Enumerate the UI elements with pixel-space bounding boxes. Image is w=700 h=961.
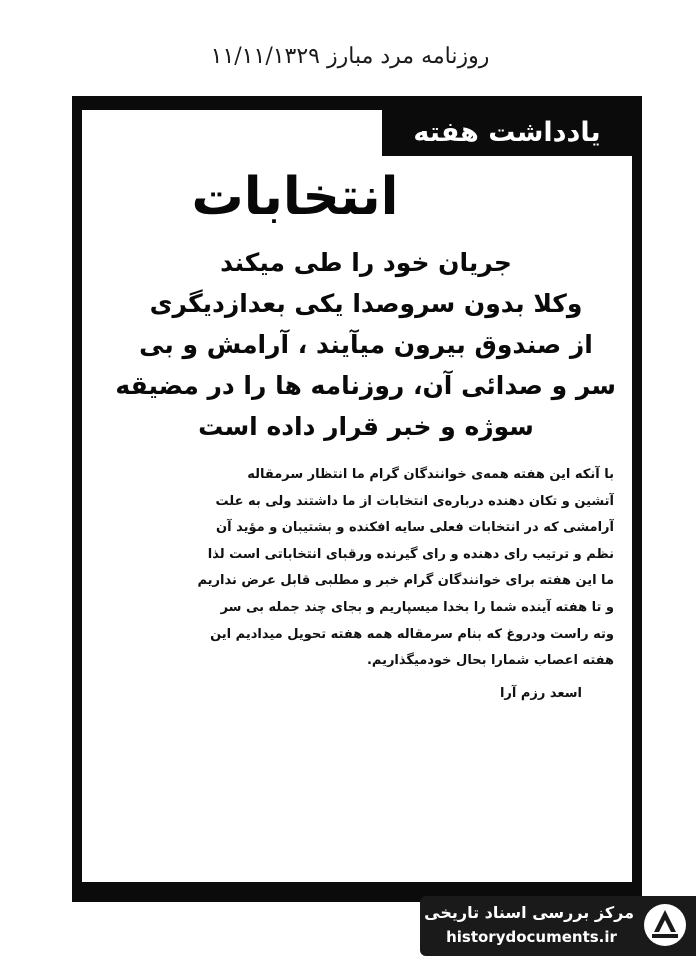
author-signature: اسعد رزم آرا — [499, 686, 582, 701]
subhead-line: سر و صدائی آن، روزنامه ها را در مضیقه — [115, 371, 616, 400]
body-line: نظم و ترتیب رای دهنده و رای گیرنده ورقبای انتخاباتی است لذا — [207, 546, 614, 562]
body-line: ما این هفته برای خوانندگان گرام خبر و مطلبی قابل عرض نداریم — [197, 573, 614, 589]
subhead-line: وکلا بدون سروصدا یکی بعدازدیگری — [149, 289, 583, 318]
body-line: هفته اعصاب شمارا بحال خودمیگذاریم. — [366, 653, 614, 669]
body-line: آرامشی که در انتخابات فعلی سایه افکنده و بشتیبان و مؤید آن — [216, 520, 614, 536]
watermark-name: مرکز بررسی اسناد تاریخی — [424, 903, 634, 922]
handwritten-source-note: روزنامه مرد مبارز ۱۱/۱۱/۱۳۲۹ — [210, 44, 490, 69]
body-line: وته راست ودروغ که بنام سرمقاله همه هفته تحویل میدادیم این — [210, 626, 614, 642]
subhead-line: سوژه و خبر قرار داده است — [198, 412, 534, 441]
body-line: آتشین و تکان دهنده درباره‌ی انتخابات از ما داشتند ولی به علت — [215, 493, 614, 509]
subhead-line: جریان خود را طی میکند — [220, 248, 512, 277]
article-body — [116, 462, 614, 675]
subhead — [116, 242, 616, 447]
headline: انتخابات — [191, 167, 399, 227]
newspaper-clipping — [72, 96, 642, 902]
subhead-line: از صندوق بیرون میآیند ، آرامش و بی — [139, 330, 593, 359]
watermark-badge — [420, 896, 696, 956]
archive-logo-icon — [642, 902, 688, 948]
body-line: و تا هفته آینده شما را بخدا میسپاریم و بجای چند جمله بی سر — [220, 599, 614, 615]
clipping-paper — [82, 110, 632, 882]
watermark-url: historydocuments.ir — [446, 928, 617, 946]
column-title-banner: یادداشت هفته — [382, 110, 632, 156]
body-line: با آنکه این هفته همه‌ی خوانندگان گرام ما انتظار سرمقاله — [247, 467, 614, 482]
